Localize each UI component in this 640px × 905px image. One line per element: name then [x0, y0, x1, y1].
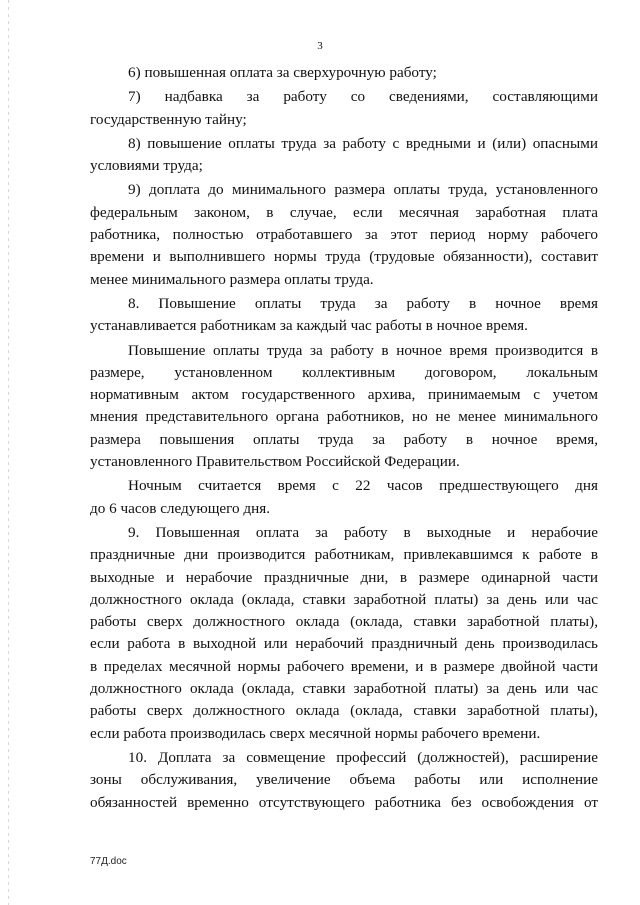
text-line: мнения представительного органа работников, но не менее минимального [90, 408, 598, 426]
text-line: размере, установленном коллективным договором, локальным [90, 363, 598, 381]
text-line: работы сверх должностного оклада (оклада, ставки заработной платы), [90, 613, 598, 631]
text-line: зоны обслуживания, увеличение объема работы или исполнение [90, 771, 598, 789]
text-line: должностного оклада (оклада, ставки заработной платы) за день или час [90, 680, 598, 698]
text-line: обязанностей временно отсутствующего работника без освобождения от [90, 793, 598, 811]
paragraph-item-7 [90, 86, 598, 131]
text-line: времени и выполнившего нормы труда (трудовые обязанности), составит [90, 248, 598, 266]
text-line: 8. Повышение оплаты труда за работу в ночное время [128, 294, 598, 312]
text-line: условиями труда; [90, 157, 203, 175]
text-line: 8) повышение оплаты труда за работу с вредными и (или) опасными [128, 134, 598, 152]
paragraph-item-8 [90, 133, 598, 178]
paragraph-section-10 [90, 747, 598, 814]
text-line: выходные и нерабочие праздничные дни, в размере одинарной части [90, 568, 598, 586]
text-line: если работа производилась сверх месячной нормы рабочего времени. [90, 724, 541, 742]
paragraph-item-9 [90, 179, 598, 290]
footer-filename: 77Д.doc [90, 856, 127, 867]
text-line: должностного оклада (оклада, ставки заработной платы) за день или час [90, 590, 598, 608]
text-line: размера повышения оплаты труда за работу в ночное время, [90, 430, 598, 448]
text-line: до 6 часов следующего дня. [90, 499, 271, 517]
text-line: устанавливается работникам за каждый час работы в ночное время. [90, 317, 528, 335]
text-line: 9. Повышенная оплата за работу в выходные и нерабочие [128, 523, 598, 541]
text-line: государственную тайну; [90, 110, 247, 128]
text-line: Ночным считается время с 22 часов предшествующего дня [128, 477, 598, 495]
page-number: 3 [317, 40, 323, 52]
paragraph-night-pay [90, 340, 598, 474]
text-line: если работа в выходной или нерабочий праздничный день производилась [90, 635, 598, 653]
text-line: 9) доплата до минимального размера оплаты труда, установленного [128, 181, 598, 199]
text-line: федеральным законом, в случае, если месячная заработная плата [90, 203, 598, 221]
text-line: в пределах месячной нормы рабочего времени, и в размере двойной части [90, 657, 598, 675]
text-line: работы сверх должностного оклада (оклада, ставки заработной платы), [90, 702, 598, 720]
paragraph-section-8 [90, 293, 598, 338]
scan-edge-marks [8, 0, 9, 905]
text-line: менее минимального размера оплаты труда. [90, 270, 374, 288]
text-line: 7) надбавка за работу со сведениями, составляющими [128, 88, 598, 106]
paragraph-night-time [90, 475, 598, 520]
text-line: нормативным актом государственного архива, принимаемым с учетом [90, 386, 598, 404]
text-line: Повышение оплаты труда за работу в ночное время производится в [128, 341, 598, 359]
text-line: работника, полностью отработавшего за этот период норму рабочего [90, 226, 598, 244]
paragraph-section-9 [90, 522, 598, 745]
text-line: установленного Правительством Российской Федерации. [90, 453, 460, 471]
text-line: праздничные дни производится работникам, привлекавшимся к работе в [90, 546, 598, 564]
text-line: 6) повышенная оплата за сверхурочную работу; [128, 64, 437, 81]
document-body [90, 62, 598, 816]
text-line: 10. Доплата за совмещение профессий (должностей), расширение [128, 748, 598, 766]
paragraph-item-6 [90, 62, 598, 84]
